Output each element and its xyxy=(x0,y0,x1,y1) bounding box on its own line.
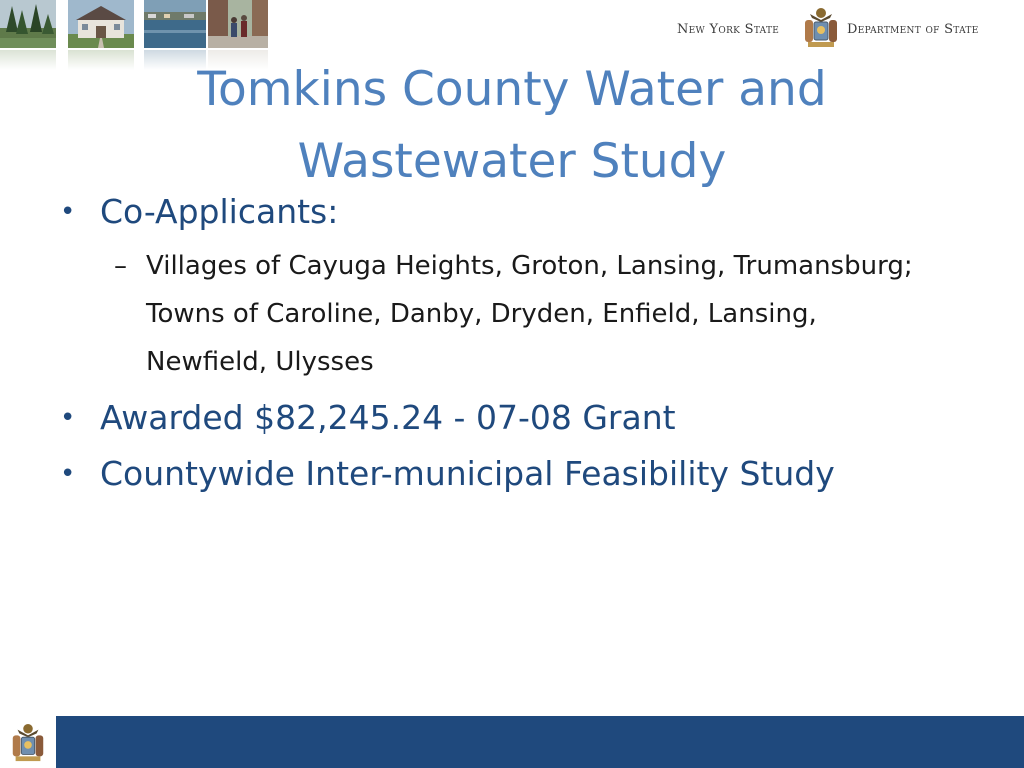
footer-seal-box xyxy=(0,716,56,768)
nys-seal-icon xyxy=(800,6,842,50)
dash-icon: – xyxy=(114,251,127,281)
bullet-text: Awarded $82,245.24 - 07-08 Grant xyxy=(100,398,676,437)
bullet-item xyxy=(58,452,978,496)
bullet-dot-icon: • xyxy=(60,403,76,433)
bullet-dot-icon: • xyxy=(60,197,76,227)
title-line-2: Wastewater Study xyxy=(297,134,727,189)
dos-header-logo xyxy=(676,6,1006,52)
bullet-text: Co-Applicants: xyxy=(100,192,339,231)
sub-bullet-text: Villages of Cayuga Heights, Groton, Lansing, Trumansburg; Towns of Caroline, Danby, Dryden, Enfield, Lansing, Newfield, Ulysses xyxy=(146,251,913,377)
logo-right-text: Department of State xyxy=(847,22,979,37)
bullet-list xyxy=(58,190,978,496)
title-line-1: Tomkins County Water and xyxy=(197,62,827,117)
bullet-dot-icon: • xyxy=(60,459,76,489)
bullet-text: Countywide Inter-municipal Feasibility Study xyxy=(100,454,835,493)
bullet-item xyxy=(58,396,978,440)
nys-seal-icon xyxy=(8,722,48,764)
logo-left-text: New York State xyxy=(677,22,780,37)
slide-title xyxy=(60,54,964,198)
sub-bullet-item xyxy=(114,242,946,386)
footer-bar xyxy=(0,716,1024,768)
bullet-item xyxy=(58,190,978,234)
forest-photo xyxy=(0,0,56,70)
